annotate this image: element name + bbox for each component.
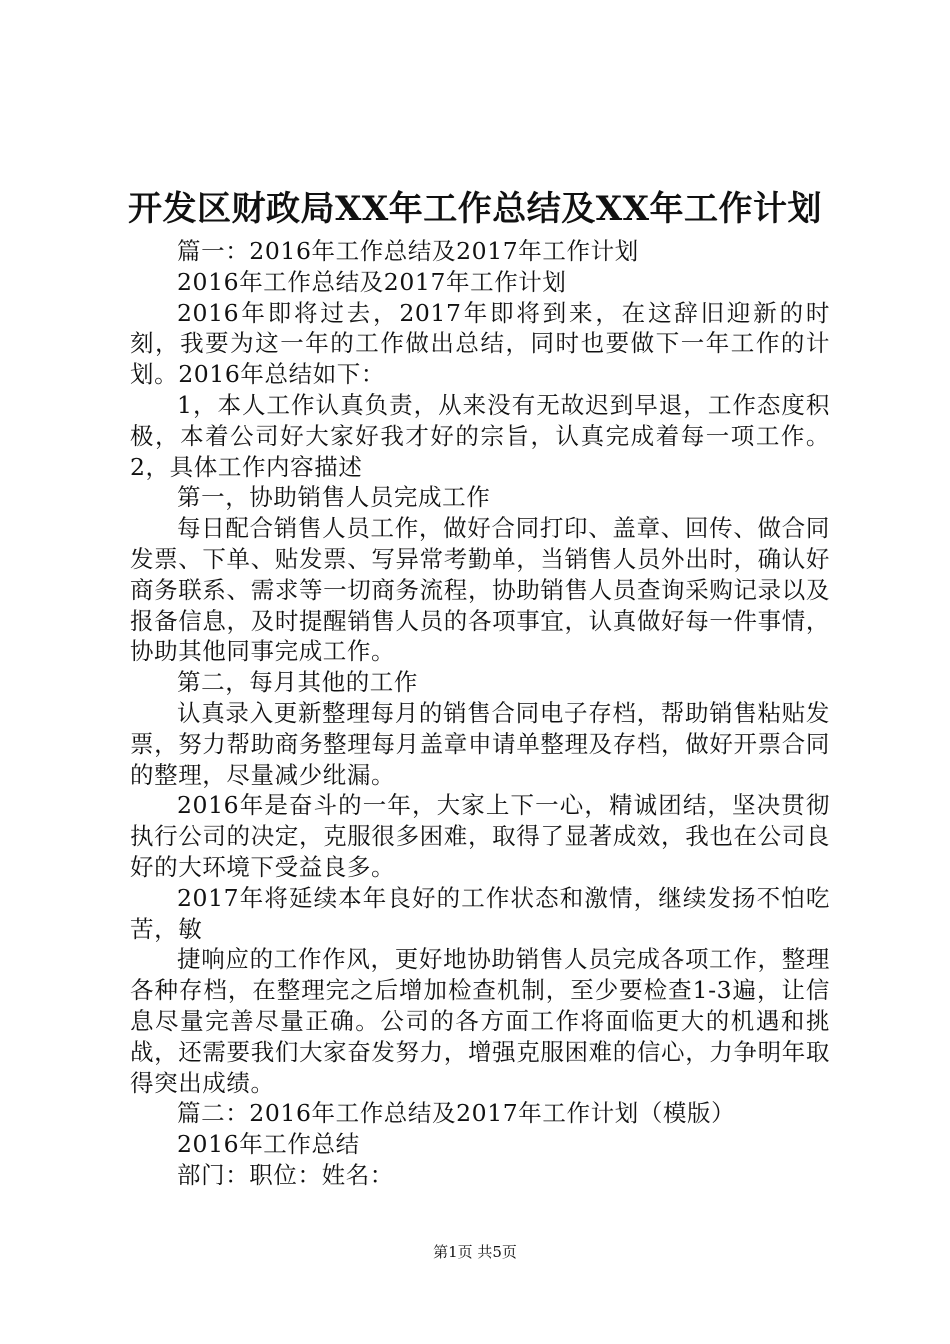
- paragraph: 捷响应的工作作风，更好地协助销售人员完成各项工作，整理各种存档，在整理完之后增加检查机制，至少要检查1-3遍，让信息尽量完善尽量正确。公司的各方面工作将面临更大的机遇和挑战，还需要我们大家奋发努力，增强克服困难的信心，力争明年取得突出成绩。: [130, 945, 830, 1097]
- paragraph: 2016年是奋斗的一年，大家上下一心，精诚团结，坚决贯彻执行公司的决定，克服很多困难，取得了显著成效，我也在公司良好的大环境下受益良多。: [130, 791, 830, 881]
- paragraph: 篇一：2016年工作总结及2017年工作计划: [177, 237, 639, 265]
- paragraph: 篇二：2016年工作总结及2017年工作计划（模版）: [177, 1099, 736, 1128]
- paragraph: 第二，每月其他的工作: [177, 668, 418, 697]
- paragraph: 2016年工作总结: [177, 1130, 360, 1159]
- paragraph: 认真录入更新整理每月的销售合同电子存档，帮助销售粘贴发票，努力帮助商务整理每月盖章申请单整理及存档，做好开票合同的整理，尽量减少纰漏。: [130, 698, 830, 789]
- document-body: [130, 236, 830, 1191]
- paragraph: 2017年将延续本年良好的工作状态和激情，继续发扬不怕吃苦，敏: [130, 883, 830, 943]
- paragraph: 1，本人工作认真负责，从来没有无故迟到早退，工作态度积极，本着公司好大家好我才好的宗旨，认真完成着每一项工作。2，具体工作内容描述: [130, 390, 830, 481]
- paragraph: 部门：职位：姓名：: [177, 1160, 394, 1189]
- paragraph: 第一，协助销售人员完成工作: [177, 483, 491, 512]
- page-number-footer: 第1页 共5页: [433, 1243, 517, 1261]
- document-title: 开发区财政局XX年工作总结及XX年工作计划: [127, 189, 823, 229]
- paragraph: 2016年工作总结及2017年工作计划: [177, 267, 567, 296]
- paragraph: 2016年即将过去，2017年即将到来，在这辞旧迎新的时刻，我要为这一年的工作做出总结，同时也要做下一年工作的计划。2016年总结如下：: [130, 298, 830, 389]
- paragraph: 每日配合销售人员工作，做好合同打印、盖章、回传、做合同发票、下单、贴发票、写异常考勤单，当销售人员外出时，确认好商务联系、需求等一切商务流程，协助销售人员查询采购记录以及报备信息，及时提醒销售人员的各项事宜，认真做好每一件事情，协助其他同事完成工作。: [130, 514, 830, 666]
